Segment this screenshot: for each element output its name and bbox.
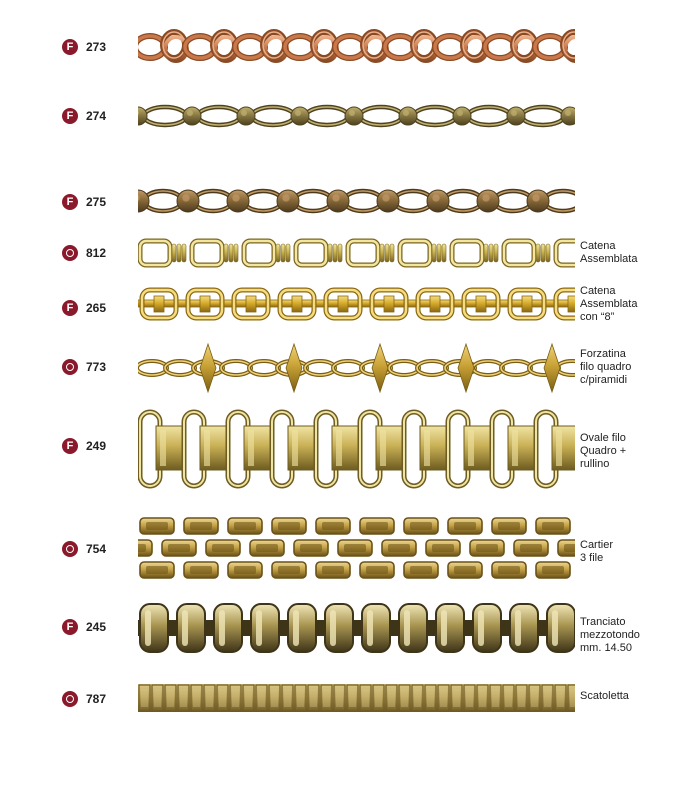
product-code: 787 (86, 692, 107, 706)
chain-image (138, 340, 575, 396)
chain-image-812 (138, 236, 575, 270)
product-code: 275 (86, 195, 107, 209)
chain-image (138, 682, 575, 714)
badge-icon: F (62, 619, 78, 635)
badge-icon: F (62, 39, 78, 55)
badge-icon (62, 359, 78, 375)
chain-image-275 (138, 182, 575, 220)
badge-icon: F (62, 108, 78, 124)
chain-description: Scatoletta (580, 690, 629, 702)
product-code: 265 (86, 301, 107, 315)
badge-icon (62, 691, 78, 707)
chain-image-273 (138, 27, 575, 67)
chain-image (138, 98, 575, 134)
chain-image-773 (138, 340, 575, 396)
chain-description: Ovale filo Quadro + rullino (580, 432, 627, 470)
chain-image-265 (138, 285, 575, 323)
product-code: 249 (86, 439, 107, 453)
product-code: 274 (86, 109, 107, 123)
chain-image-787 (138, 682, 575, 714)
badge-icon (62, 245, 78, 261)
chain-image-274 (138, 98, 575, 134)
badge-icon: F (62, 300, 78, 316)
product-code: 812 (86, 246, 107, 260)
chain-image-249 (138, 408, 575, 490)
chain-description: Cartier 3 file (580, 539, 614, 564)
chain-description: Forzatina filo quadro c/piramidi (580, 348, 632, 386)
chain-image (138, 236, 575, 270)
chain-description: Tranciato mezzotondo mm. 14.50 (580, 616, 640, 654)
chain-image-245 (138, 600, 575, 656)
chain-image-754 (138, 514, 575, 582)
chain-image (138, 27, 575, 67)
chain-image (138, 514, 575, 582)
chain-description: Catena Assemblata (580, 240, 638, 265)
product-code: 754 (86, 542, 107, 556)
product-code: 245 (86, 620, 107, 634)
badge-icon: F (62, 438, 78, 454)
badge-icon: F (62, 194, 78, 210)
chain-description: Catena Assemblata con “8” (580, 285, 638, 323)
chain-image (138, 285, 575, 323)
chain-image (138, 408, 575, 490)
product-code: 773 (86, 360, 107, 374)
badge-icon (62, 541, 78, 557)
chain-image (138, 600, 575, 656)
chain-image (138, 182, 575, 220)
product-code: 273 (86, 40, 107, 54)
